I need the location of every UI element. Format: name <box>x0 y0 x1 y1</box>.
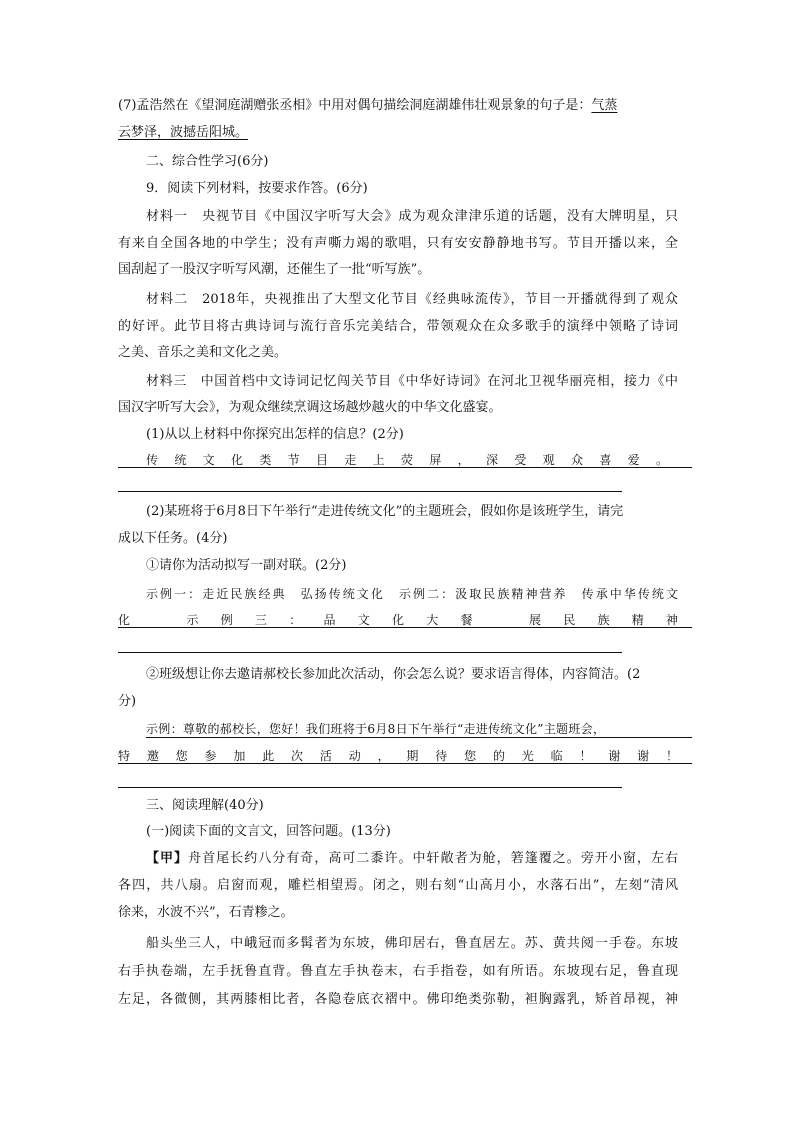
section2-heading: 二、综合性学习(6分) <box>146 154 269 169</box>
answer-line <box>118 787 622 788</box>
q9-prompt: 9．阅读下列材料，按要求作答。(6分) <box>146 181 368 196</box>
material2-line1: 材料二 2018年，央视推出了大型文化节目《经典咏流传》，节目一开播就得到了观众 <box>146 292 678 307</box>
material3-line2: 国汉字听写大会》，为观众继续烹调这场越炒越火的中华文化盛宴。 <box>118 400 502 415</box>
sub-question-2b-line2: 分) <box>118 694 137 709</box>
answer-line <box>118 491 622 492</box>
answer-underline <box>118 763 692 764</box>
sub-question-2-line2: 成以下任务。(4分) <box>118 531 228 546</box>
sub-question-2b-line1: ②班级想让你去邀请郝校长参加此次活动，你会怎么说？要求语言得体，内容简洁。(2 <box>146 667 641 682</box>
passage-jia-line3: 徐来，水波不兴”，石青糁之。 <box>118 905 294 920</box>
passage-jia-line4: 船头坐三人，中峨冠而多髯者为东坡，佛印居右，鲁直居左。苏、黄共阅一手卷。东坡 <box>146 936 678 951</box>
couplet-answer-line1: 示例一：走近民族经典 弘扬传统文化 示例二：汲取民族精神营养 传承中华传统文 <box>146 587 678 601</box>
passage-jia-label: 【甲】 <box>146 851 189 866</box>
material3-line1: 材料三 中国首档中文诗词记忆闯关节目《中华好诗词》在河北卫视华丽亮相，接力《中 <box>146 374 678 389</box>
sub-question-2a: ①请你为活动拟写一副对联。(2分) <box>146 558 347 573</box>
answer-line <box>118 652 622 653</box>
couplet-answer-line2: 化 示例三：品文化大餐 展民族精神 <box>118 613 678 627</box>
material2-line2: 的好评。此节目将古典诗词与流行音乐完美结合，带领观众在众多歌手的演绎中领略了诗词 <box>118 319 678 334</box>
invitation-answer-line2: 特邀您参加此次活动，期待您的光临！谢谢！ <box>118 749 678 763</box>
section3-heading: 三、阅读理解(40分) <box>146 798 264 813</box>
sub-question-2-line1: (2)某班将于6月8日下午举行“走进传统文化”的主题班会，假如你是该班学生，请完 <box>146 504 624 519</box>
reading-part1-prompt: (一)阅读下面的文言文，回答问题。(13分) <box>146 824 391 839</box>
passage-jia-line5: 右手执卷端，左手抚鲁直背。鲁直左手执卷末，右手指卷，如有所语。东坡现右足，鲁直现 <box>118 964 678 979</box>
sub-question-1-answer: 传统文化类节目走上荧屏，深受观众喜爱。 <box>146 453 668 467</box>
invitation-answer-line1: 示例：尊敬的郝校长，您好！我们班将于6月8日下午举行“走进传统文化”主题班会， <box>146 722 606 736</box>
passage-jia-line6: 左足，各微侧，其两膝相比者，各隐卷底衣褶中。佛印绝类弥勒，袒胸露乳，矫首昂视，神 <box>118 992 678 1007</box>
passage-jia-line1: 【甲】舟首尾长约八分有奇，高可二黍许。中轩敞者为舱，箬篷覆之。旁开小窗，左右 <box>146 851 678 866</box>
answer-underline <box>146 737 692 738</box>
passage-jia-line2: 各四，共八扇。启窗而观，雕栏相望焉。闭之，则右刻“山高月小，水落石出”，左刻“清风 <box>118 878 678 893</box>
material2-line3: 之美、音乐之美和文化之美。 <box>118 345 288 360</box>
q7-answer-part1: 气蒸 <box>591 98 618 113</box>
material1-line1: 材料一 央视节目《中国汉字听写大会》成为观众津津乐道的话题，没有大牌明星，只 <box>146 209 678 224</box>
answer-underline <box>118 627 692 628</box>
material1-line2: 有来自全国各地的中学生；没有声嘶力竭的歌唱，只有安安静静地书写。节目开播以来，全 <box>118 236 678 251</box>
answer-underline <box>118 467 692 468</box>
material1-line3: 国刮起了一股汉字听写风潮，还催生了一批“听写族”。 <box>118 262 431 277</box>
q7-line1: (7)孟浩然在《望洞庭湖赠张丞相》中用对偶句描绘洞庭湖雄伟壮观景象的句子是：气蒸 <box>118 98 618 113</box>
sub-question-1: (1)从以上材料中你探究出怎样的信息？(2分) <box>146 427 404 442</box>
q7-answer-part2: 云梦泽，波撼岳阳城。 <box>118 125 249 140</box>
